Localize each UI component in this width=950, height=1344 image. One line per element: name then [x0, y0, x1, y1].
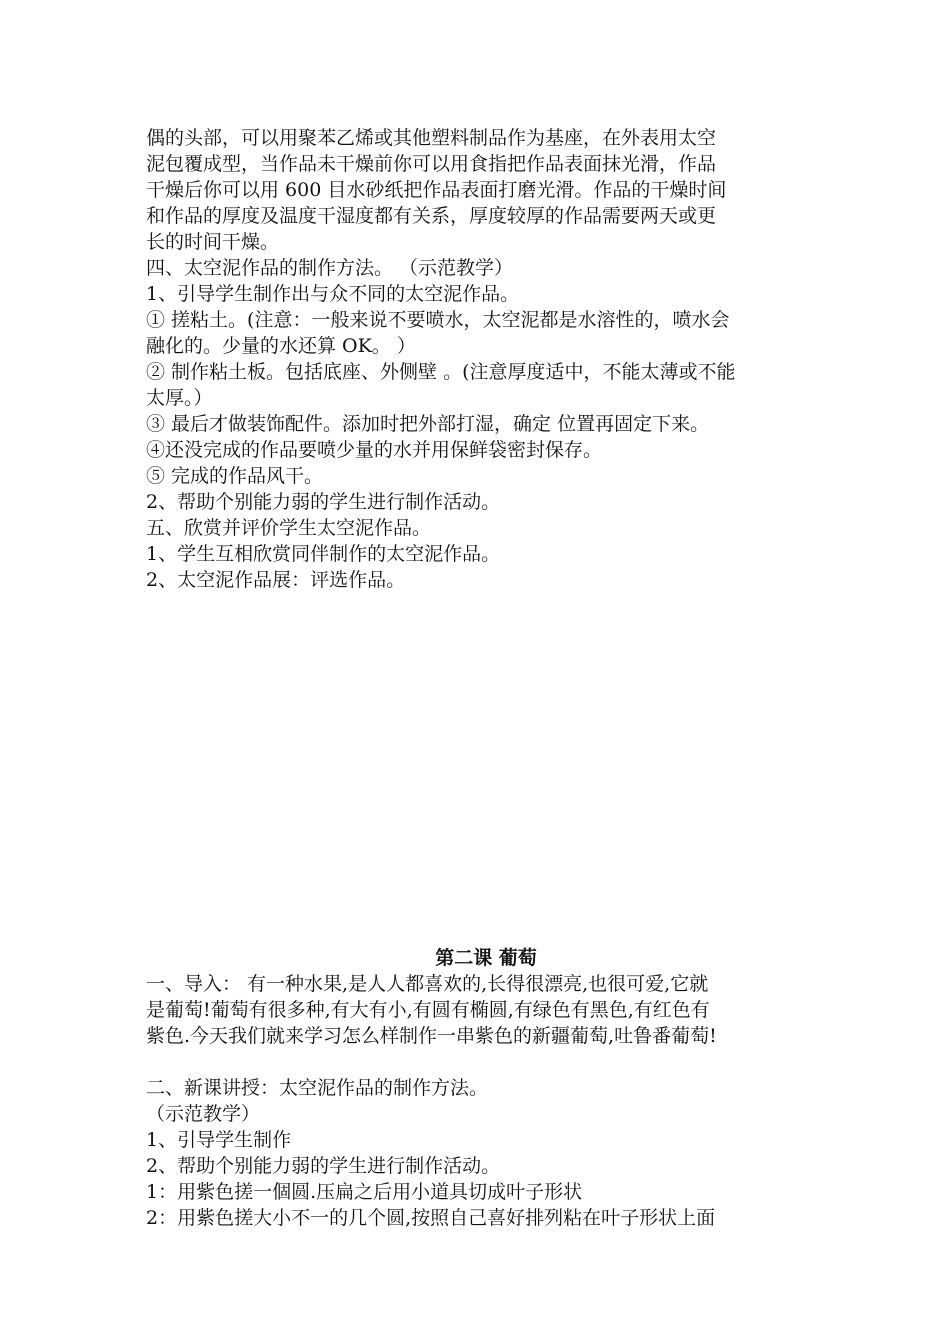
lesson-title: 第二课 葡萄: [435, 947, 537, 969]
text-line: 和作品的厚度及温度干湿度都有关系，厚度较厚的作品需要两天或更: [146, 205, 717, 227]
step-item: ② 制作粘土板。包括底座、外侧壁 。(注意厚度适中，不能太薄或不能: [146, 361, 736, 383]
text-line: 1、引导学生制作: [146, 1129, 292, 1151]
step-item: 2：用紫色搓大小不一的几个圆,按照自己喜好排列粘在叶子形状上面: [146, 1207, 716, 1229]
section-grape-lesson: [146, 971, 826, 1231]
step-item: ① 搓粘土。(注意：一般来说不要喷水，太空泥都是水溶性的，喷水会: [146, 309, 730, 331]
text-line: （示范教学）: [146, 1103, 261, 1125]
text-line: 泥包覆成型，当作品未干燥前你可以用食指把作品表面抹光滑，作品: [146, 153, 717, 175]
paragraph-spacer: [146, 1049, 826, 1075]
section-heading-five: 五、欣赏并评价学生太空泥作品。: [146, 517, 432, 539]
step-item: ④还没完成的作品要喷少量的水并用保鲜袋密封保存。: [146, 439, 603, 461]
step-item: ③ 最后才做装饰配件。添加时把外部打湿，确定 位置再固定下来。: [146, 413, 710, 435]
section-space-clay-methods: [146, 125, 826, 593]
intro-line: 一、导入： 有一种水果,是人人都喜欢的,长得很漂亮,也很可爱,它就: [146, 973, 709, 995]
section-heading-new-lesson: 二、新课讲授：太空泥作品的制作方法。: [146, 1077, 489, 1099]
text-line: 2、帮助个别能力弱的学生进行制作活动。: [146, 1155, 501, 1177]
text-line: 1、引导学生制作出与众不同的太空泥作品。: [146, 283, 520, 305]
intro-line: 是葡萄!葡萄有很多种,有大有小,有圆有椭圆,有绿色有黑色,有红色有: [146, 999, 710, 1021]
section-heading-four: 四、太空泥作品的制作方法。 （示范教学）: [146, 257, 514, 279]
text-line: 长的时间干燥。: [146, 231, 280, 253]
text-line: 偶的头部，可以用聚苯乙烯或其他塑料制品作为基座，在外表用太空: [146, 127, 717, 149]
text-line: 2、太空泥作品展：评选作品。: [146, 569, 406, 591]
step-item: ⑤ 完成的作品风干。: [146, 465, 324, 487]
text-line: 1、学生互相欣赏同伴制作的太空泥作品。: [146, 543, 501, 565]
intro-line: 紫色.今天我们就来学习怎么样制作一串紫色的新疆葡萄,吐鲁番葡萄!: [146, 1025, 717, 1047]
text-line: 2、帮助个别能力弱的学生进行制作活动。: [146, 491, 501, 513]
text-line: 干燥后你可以用 600 目水砂纸把作品表面打磨光滑。作品的干燥时间: [146, 179, 727, 201]
text-line: 融化的。少量的水还算 OK。 ）: [146, 335, 416, 357]
step-item: 1：用紫色搓一個圆.压扁之后用小道具切成叶子形状: [146, 1181, 583, 1203]
text-line: 太厚。）: [146, 387, 213, 409]
